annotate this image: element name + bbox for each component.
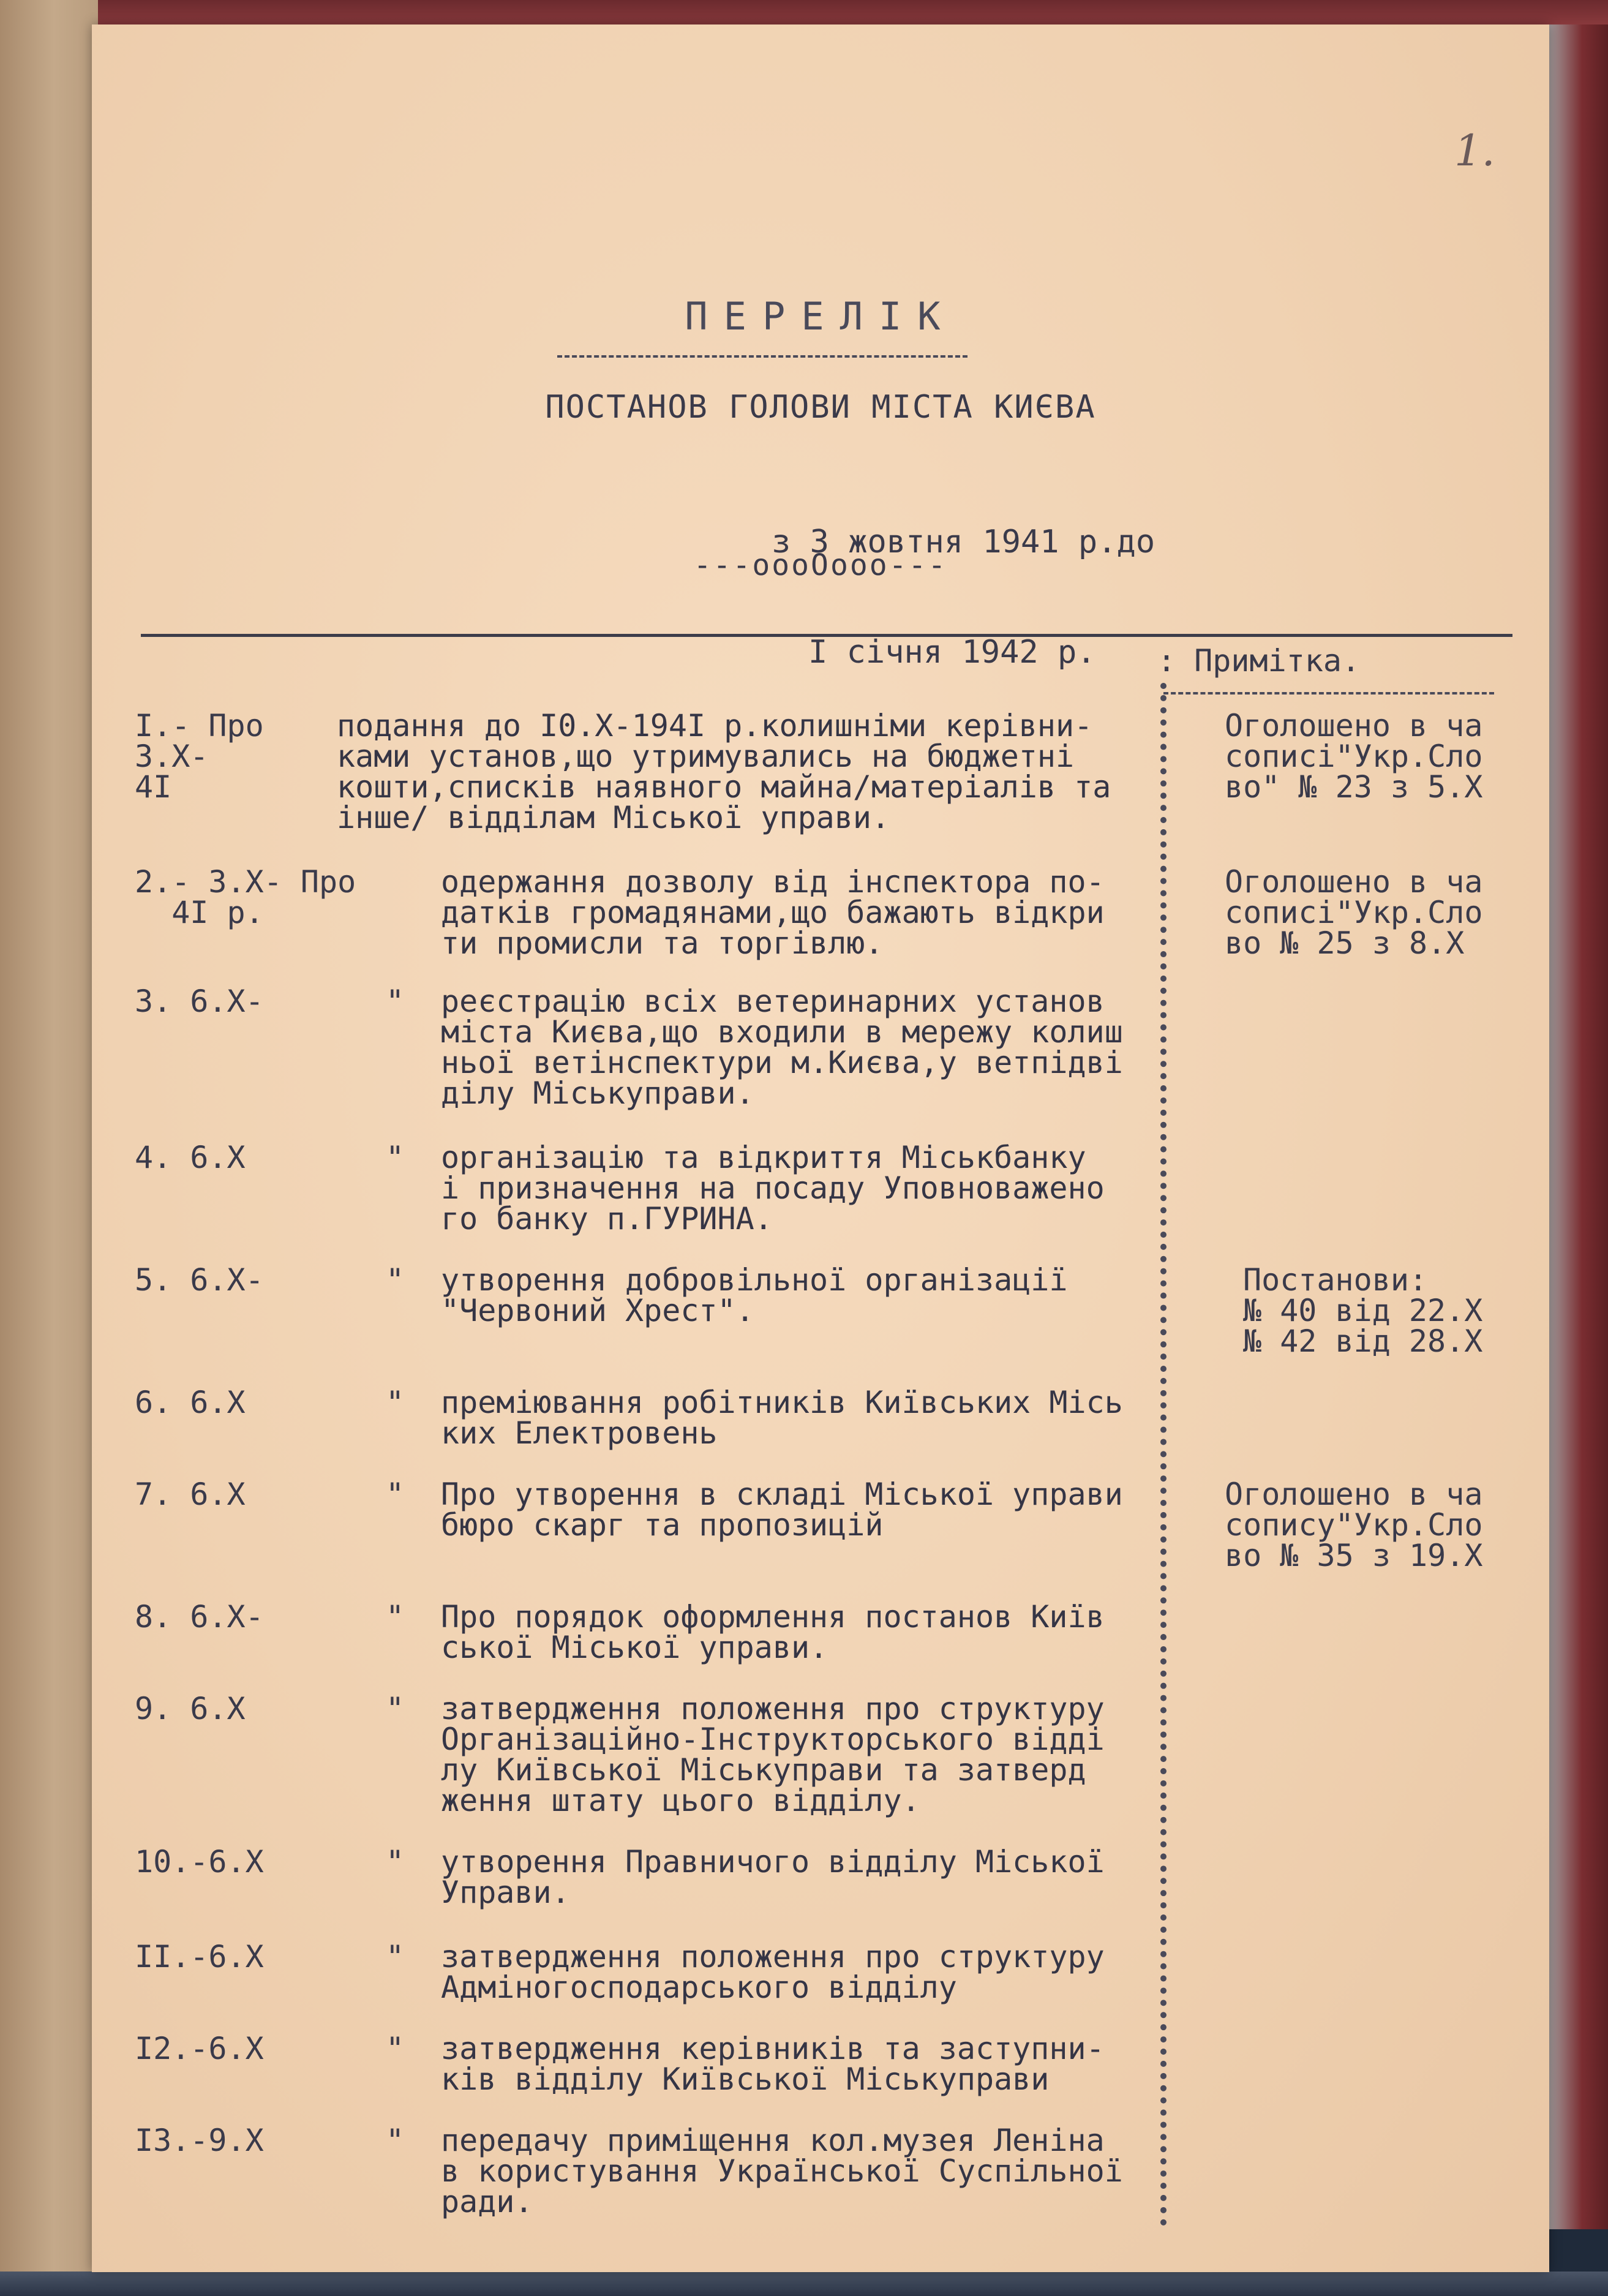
entry-text: одержання дозволу від інспектора по- датків громадянами,що бажають відкри ти промисли та торгівлю. <box>441 864 1105 961</box>
remark-column-header: : Примітка. <box>1157 643 1361 679</box>
binder-cover-bottom <box>0 2272 1608 2296</box>
document-title: ПЕРЕЛІК <box>685 294 956 339</box>
entry-note: Оголошено в ча сописі"Укр.Сло во" № 23 з 5.Х <box>1225 708 1483 805</box>
entry-ditto: " <box>386 984 405 1019</box>
document-page <box>92 24 1549 2272</box>
entry-number-date: 7. 6.Х <box>135 1477 246 1512</box>
entry-text: затвердження положення про структуру Адміногосподарського відділу <box>441 1939 1105 2005</box>
document-subtitle: ПОСТАНОВ ГОЛОВИ МІСТА КИЄВА <box>545 389 1096 426</box>
entry-ditto: " <box>386 1599 405 1635</box>
entry-ditto: " <box>386 1262 405 1298</box>
entry-text: подання до І0.Х-194І р.колишніми керівни- ками установ,що утримувались на бюджетні кошти,списків наявного майна/матеріалів та інше/ відділам Міської управи. <box>337 708 1111 835</box>
entry-note: Оголошено в ча сописі"Укр.Сло во № 25 з 8.Х <box>1225 864 1483 961</box>
entry-number-date: 3. 6.Х- <box>135 984 264 1019</box>
entry-text: організацію та відкриття Міськбанку і призначення на посаду Уповноважено го банку п.ГУРИНА. <box>441 1140 1105 1236</box>
ornament-separator: ---оооОооо--- <box>693 548 948 582</box>
title-underline <box>557 355 967 358</box>
entry-text: Про утворення в складі Міської управи бюро скарг та пропозицій <box>441 1477 1123 1543</box>
entry-text: утворення Правничого відділу Міської Управи. <box>441 1844 1105 1910</box>
entry-number-date: ІІ.-6.Х <box>135 1939 264 1974</box>
period-range <box>772 450 1155 744</box>
page-number: 1. <box>1454 126 1495 176</box>
binder-cover-left <box>0 0 98 2296</box>
entry-number-date: І2.-6.Х <box>135 2031 264 2066</box>
period-line-1: з 3 жовтня 1941 р.до <box>772 524 1155 560</box>
entry-ditto: " <box>386 1477 405 1512</box>
entry-number-date: 6. 6.Х <box>135 1385 246 1420</box>
entry-text: реєстрацію всіх ветеринарних установ міста Києва,що входили в мережу колиш ньої ветінспектури м.Києва,у ветпідві ділу Міськуправи. <box>441 984 1123 1111</box>
period-line-2: І січня 1942 р. <box>808 634 1096 671</box>
entry-ditto: " <box>386 1385 405 1420</box>
entry-text: затвердження положення про структуру Організаційно-Інструкторського відді лу Київської Міськуправи та затверд ження штату цього відділу. <box>441 1691 1105 1818</box>
entry-number-date: 5. 6.Х- <box>135 1262 264 1298</box>
entry-ditto: " <box>386 1844 405 1880</box>
entry-note: Оголошено в ча сопису"Укр.Сло во № 35 з 19.Х <box>1225 1477 1483 1573</box>
entry-number-date: 9. 6.Х <box>135 1691 246 1726</box>
entry-ditto: " <box>386 1939 405 1974</box>
entry-text: передачу приміщення кол.музея Леніна в користування Української Суспільної ради. <box>441 2123 1123 2219</box>
entry-ditto: " <box>386 1140 405 1175</box>
entry-ditto: " <box>386 2123 405 2158</box>
entry-number-date: І.- Про 3.Х- 4І <box>135 708 264 805</box>
remark-header-underline <box>1163 692 1494 694</box>
entry-number-date: 8. 6.Х- <box>135 1599 264 1635</box>
entry-text: преміювання робітників Київських Місь ких Електровень <box>441 1385 1123 1451</box>
table-top-rule <box>141 634 1512 637</box>
entry-number-date: 10.-6.Х <box>135 1844 264 1880</box>
entry-number-date: 2.- 3.Х- Про 4І р. <box>135 864 356 930</box>
entry-text: утворення добровільної організації "Червоний Хрест". <box>441 1262 1068 1328</box>
entry-text: затвердження керівників та заступни- ків відділу Київської Міськуправи <box>441 2031 1105 2097</box>
entry-number-date: І3.-9.Х <box>135 2123 264 2158</box>
entry-ditto: " <box>386 2031 405 2066</box>
entry-note: Постанови: № 40 від 22.Х № 42 від 28.Х <box>1243 1262 1483 1359</box>
entry-ditto: " <box>386 1691 405 1726</box>
entry-text: Про порядок оформлення постанов Київ ської Міської управи. <box>441 1599 1105 1665</box>
entry-number-date: 4. 6.Х <box>135 1140 246 1175</box>
